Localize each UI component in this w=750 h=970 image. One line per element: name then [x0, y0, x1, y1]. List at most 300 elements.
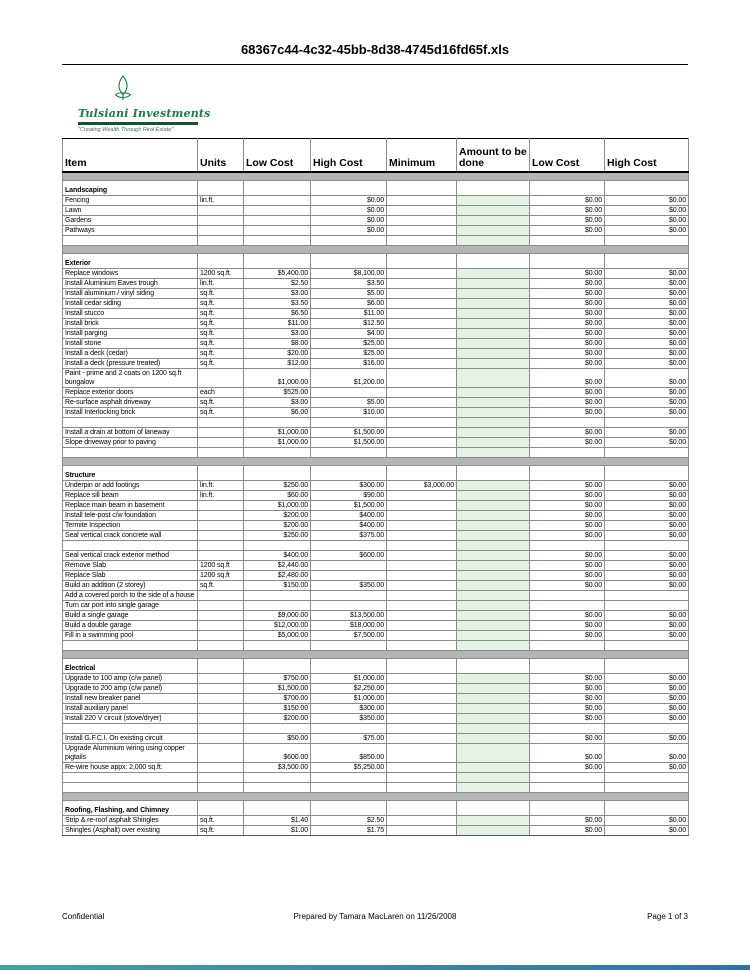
header-row [63, 139, 689, 173]
cell-high-cost-2 [605, 773, 689, 783]
cell-minimum [387, 196, 457, 206]
cell-units: 1200 sq.ft. [198, 269, 244, 279]
section-title-row [63, 181, 689, 196]
section-title-cell [387, 254, 457, 269]
cell-amount-to-be-done [457, 591, 530, 601]
cell-low-cost-2 [530, 541, 605, 551]
table-row [63, 398, 689, 408]
cell-low-cost-2 [530, 601, 605, 611]
cell-low-cost-2: $0.00 [530, 501, 605, 511]
cell-high-cost [311, 724, 387, 734]
cell-minimum [387, 438, 457, 448]
table-row [63, 601, 689, 611]
table-row [63, 763, 689, 773]
table-row [63, 591, 689, 601]
footer-prepared-by: Prepared by Tamara MacLaren on 11/26/2008 [293, 912, 457, 921]
cell-item: Shingles (Asphalt) over existing [63, 826, 198, 836]
cell-minimum [387, 744, 457, 763]
cell-item: Install brick [63, 319, 198, 329]
cell-high-cost-2: $0.00 [605, 398, 689, 408]
cell-amount-to-be-done [457, 349, 530, 359]
table-row [63, 319, 689, 329]
cell-item: Upgrade to 200 amp (c/w panel) [63, 684, 198, 694]
cell-minimum [387, 329, 457, 339]
cell-low-cost [244, 236, 311, 246]
table-row [63, 826, 689, 836]
cell-minimum [387, 611, 457, 621]
cell-high-cost-2: $0.00 [605, 269, 689, 279]
table-row [63, 531, 689, 541]
cell-amount-to-be-done [457, 196, 530, 206]
cell-item: Replace main beam in basement [63, 501, 198, 511]
section-separator [63, 458, 689, 466]
cell-high-cost-2 [605, 591, 689, 601]
table-row [63, 724, 689, 734]
cell-high-cost: $5.00 [311, 398, 387, 408]
table-row [63, 744, 689, 763]
cell-low-cost-2: $0.00 [530, 339, 605, 349]
cell-low-cost: $1,000.00 [244, 428, 311, 438]
table-row [63, 438, 689, 448]
table-row [63, 299, 689, 309]
cell-units: sq.ft. [198, 398, 244, 408]
table-row [63, 491, 689, 501]
cell-amount-to-be-done [457, 438, 530, 448]
cell-high-cost: $11.00 [311, 309, 387, 319]
cell-minimum [387, 531, 457, 541]
cell-low-cost: $6.50 [244, 309, 311, 319]
cell-high-cost-2 [605, 641, 689, 651]
cell-high-cost-2: $0.00 [605, 631, 689, 641]
table-row [63, 309, 689, 319]
cell-low-cost-2: $0.00 [530, 359, 605, 369]
section-title-cell [387, 659, 457, 674]
column-header-low-cost: Low Cost [244, 139, 311, 173]
cell-high-cost-2: $0.00 [605, 734, 689, 744]
cell-minimum [387, 724, 457, 734]
cell-units: sq.ft. [198, 289, 244, 299]
cell-amount-to-be-done [457, 428, 530, 438]
cell-minimum [387, 206, 457, 216]
cell-high-cost: $375.00 [311, 531, 387, 541]
cell-high-cost: $1.75 [311, 826, 387, 836]
cell-high-cost: $0.00 [311, 226, 387, 236]
cell-high-cost: $0.00 [311, 206, 387, 216]
cell-low-cost-2: $0.00 [530, 206, 605, 216]
cell-minimum [387, 339, 457, 349]
column-header-units: Units [198, 139, 244, 173]
cell-units [198, 511, 244, 521]
cell-amount-to-be-done [457, 448, 530, 458]
cell-minimum [387, 601, 457, 611]
cell-amount-to-be-done [457, 501, 530, 511]
cell-high-cost-2: $0.00 [605, 329, 689, 339]
cell-units: sq.ft. [198, 329, 244, 339]
cell-minimum [387, 226, 457, 236]
cell-high-cost-2: $0.00 [605, 763, 689, 773]
cell-item: Install parging [63, 329, 198, 339]
table-row [63, 714, 689, 724]
cell-minimum [387, 641, 457, 651]
cell-low-cost-2 [530, 448, 605, 458]
section-title-cell [457, 801, 530, 816]
cell-units [198, 531, 244, 541]
table-row [63, 551, 689, 561]
cell-low-cost-2: $0.00 [530, 438, 605, 448]
cell-units [198, 744, 244, 763]
cell-item: Pathways [63, 226, 198, 236]
section-title-cell [311, 659, 387, 674]
cell-item: Install cedar siding [63, 299, 198, 309]
section-title-cell [605, 181, 689, 196]
cell-low-cost [244, 206, 311, 216]
cell-item [63, 448, 198, 458]
cell-high-cost-2: $0.00 [605, 561, 689, 571]
cell-item: Re-surface asphalt driveway [63, 398, 198, 408]
section-title-cell [387, 181, 457, 196]
cell-item: Upgrade Aluminium wiring using copper pigtails [63, 744, 198, 763]
cell-low-cost: $8.00 [244, 339, 311, 349]
cell-item: Install Aluminium Eaves trough [63, 279, 198, 289]
logo-tagline: "Creating Wealth Through Real Estate" [78, 127, 174, 133]
cell-high-cost-2: $0.00 [605, 581, 689, 591]
section-title-cell [530, 659, 605, 674]
cell-high-cost-2: $0.00 [605, 611, 689, 621]
cell-minimum [387, 581, 457, 591]
cell-amount-to-be-done [457, 621, 530, 631]
table-row [63, 329, 689, 339]
cell-low-cost: $150.00 [244, 704, 311, 714]
cell-low-cost-2: $0.00 [530, 408, 605, 418]
section-title: Roofing, Flashing, and Chimney [63, 801, 198, 816]
cell-minimum [387, 299, 457, 309]
cell-low-cost-2 [530, 641, 605, 651]
section-title-cell [530, 254, 605, 269]
cell-low-cost-2: $0.00 [530, 329, 605, 339]
cell-item: Replace windows [63, 269, 198, 279]
cell-low-cost: $5,000.00 [244, 631, 311, 641]
cell-minimum: $3,000.00 [387, 481, 457, 491]
cell-low-cost: $600.00 [244, 744, 311, 763]
cell-high-cost: $75.00 [311, 734, 387, 744]
cell-high-cost-2: $0.00 [605, 388, 689, 398]
cell-low-cost-2: $0.00 [530, 309, 605, 319]
section-title-cell [311, 254, 387, 269]
cell-high-cost-2: $0.00 [605, 438, 689, 448]
cell-units [198, 724, 244, 734]
cell-minimum [387, 349, 457, 359]
cell-high-cost [311, 388, 387, 398]
cell-high-cost-2: $0.00 [605, 816, 689, 826]
cell-low-cost [244, 448, 311, 458]
cell-amount-to-be-done [457, 531, 530, 541]
cell-units [198, 773, 244, 783]
section-title-cell [605, 466, 689, 481]
logo-underline-bar [78, 122, 198, 125]
cell-item [63, 418, 198, 428]
section-title-cell [198, 254, 244, 269]
section-title: Structure [63, 466, 198, 481]
cell-units [198, 206, 244, 216]
cell-item [63, 783, 198, 793]
cell-high-cost: $3.50 [311, 279, 387, 289]
cell-high-cost-2: $0.00 [605, 359, 689, 369]
cell-item: Underpin or add footings [63, 481, 198, 491]
cell-minimum [387, 309, 457, 319]
section-title: Exterior [63, 254, 198, 269]
cell-high-cost: $400.00 [311, 521, 387, 531]
cell-amount-to-be-done [457, 398, 530, 408]
logo-name: Tulsiani Investments [78, 107, 211, 120]
cell-minimum [387, 674, 457, 684]
cell-item: Upgrade to 100 amp (c/w panel) [63, 674, 198, 684]
cell-high-cost-2: $0.00 [605, 704, 689, 714]
cell-amount-to-be-done [457, 369, 530, 388]
cell-low-cost-2: $0.00 [530, 299, 605, 309]
cell-units [198, 783, 244, 793]
cell-high-cost: $1,200.00 [311, 369, 387, 388]
cell-amount-to-be-done [457, 491, 530, 501]
table-row [63, 621, 689, 631]
cell-high-cost-2: $0.00 [605, 511, 689, 521]
cell-amount-to-be-done [457, 206, 530, 216]
cell-amount-to-be-done [457, 783, 530, 793]
cell-high-cost-2: $0.00 [605, 621, 689, 631]
section-title-cell [457, 466, 530, 481]
table-row [63, 448, 689, 458]
cell-minimum [387, 783, 457, 793]
cell-high-cost-2: $0.00 [605, 684, 689, 694]
cell-low-cost: $9,000.00 [244, 611, 311, 621]
cell-minimum [387, 816, 457, 826]
section-title-cell [198, 181, 244, 196]
cell-low-cost: $1,000.00 [244, 501, 311, 511]
section-title-row [63, 254, 689, 269]
cell-low-cost: $1,000.00 [244, 369, 311, 388]
cell-high-cost-2: $0.00 [605, 349, 689, 359]
cell-units: sq.ft. [198, 826, 244, 836]
cell-low-cost [244, 783, 311, 793]
section-title-cell [198, 466, 244, 481]
cell-high-cost: $350.00 [311, 581, 387, 591]
cell-amount-to-be-done [457, 581, 530, 591]
cell-amount-to-be-done [457, 714, 530, 724]
cell-high-cost: $7,500.00 [311, 631, 387, 641]
cell-units [198, 418, 244, 428]
cell-units [198, 704, 244, 714]
cell-high-cost-2: $0.00 [605, 216, 689, 226]
cell-low-cost: $1,500.00 [244, 684, 311, 694]
table-row [63, 359, 689, 369]
cell-item: Install stucco [63, 309, 198, 319]
cell-low-cost: $20.00 [244, 349, 311, 359]
cell-units: sq.ft. [198, 309, 244, 319]
table-row [63, 216, 689, 226]
cell-units [198, 684, 244, 694]
cell-high-cost-2 [605, 783, 689, 793]
cell-high-cost-2: $0.00 [605, 826, 689, 836]
cell-item: Re-wire house appx: 2,000 sq.ft. [63, 763, 198, 773]
table-row [63, 783, 689, 793]
table-row [63, 641, 689, 651]
cell-low-cost-2 [530, 773, 605, 783]
table-row [63, 279, 689, 289]
cell-amount-to-be-done [457, 226, 530, 236]
cell-high-cost: $90.00 [311, 491, 387, 501]
cell-high-cost [311, 773, 387, 783]
section-title-cell [244, 254, 311, 269]
cell-minimum [387, 684, 457, 694]
table-row [63, 694, 689, 704]
cell-high-cost-2: $0.00 [605, 196, 689, 206]
table-row [63, 206, 689, 216]
cell-units: each [198, 388, 244, 398]
column-header-minimum: Minimum [387, 139, 457, 173]
cell-low-cost: $3.00 [244, 329, 311, 339]
cell-low-cost: $1.40 [244, 816, 311, 826]
tree-icon [112, 75, 248, 106]
cell-low-cost-2: $0.00 [530, 621, 605, 631]
cell-high-cost [311, 641, 387, 651]
cell-item: Install G.F.C.I. On existing circuit [63, 734, 198, 744]
cell-high-cost-2: $0.00 [605, 491, 689, 501]
cell-high-cost: $1,000.00 [311, 674, 387, 684]
cell-amount-to-be-done [457, 388, 530, 398]
cell-units [198, 631, 244, 641]
cell-amount-to-be-done [457, 269, 530, 279]
cell-amount-to-be-done [457, 674, 530, 684]
cell-units [198, 621, 244, 631]
cell-high-cost-2 [605, 418, 689, 428]
cell-units [198, 438, 244, 448]
cell-low-cost-2: $0.00 [530, 349, 605, 359]
cell-units: sq.ft. [198, 299, 244, 309]
section-title-cell [605, 659, 689, 674]
cell-low-cost [244, 591, 311, 601]
cell-item: Install stone [63, 339, 198, 349]
table-row [63, 289, 689, 299]
cell-minimum [387, 398, 457, 408]
cell-low-cost-2: $0.00 [530, 196, 605, 206]
cell-high-cost [311, 591, 387, 601]
cell-minimum [387, 521, 457, 531]
cell-units [198, 448, 244, 458]
section-separator [63, 172, 689, 181]
cell-low-cost: $50.00 [244, 734, 311, 744]
cell-high-cost: $1,500.00 [311, 501, 387, 511]
cell-low-cost: $250.00 [244, 481, 311, 491]
cell-item: Install auxiliary panel [63, 704, 198, 714]
cell-units [198, 694, 244, 704]
cost-table [62, 138, 689, 836]
section-title-cell [457, 181, 530, 196]
cell-low-cost-2: $0.00 [530, 511, 605, 521]
cell-low-cost-2: $0.00 [530, 714, 605, 724]
cell-minimum [387, 571, 457, 581]
table-row [63, 501, 689, 511]
section-title-row [63, 466, 689, 481]
cell-item: Gardens [63, 216, 198, 226]
cell-low-cost: $200.00 [244, 714, 311, 724]
cell-low-cost-2: $0.00 [530, 388, 605, 398]
cell-amount-to-be-done [457, 763, 530, 773]
cell-units [198, 428, 244, 438]
section-title-cell [530, 801, 605, 816]
cell-amount-to-be-done [457, 299, 530, 309]
title-divider [62, 64, 688, 65]
cell-low-cost-2: $0.00 [530, 279, 605, 289]
cell-minimum [387, 561, 457, 571]
cell-item [63, 773, 198, 783]
cell-low-cost: $12.00 [244, 359, 311, 369]
cell-minimum [387, 694, 457, 704]
cell-high-cost: $0.00 [311, 196, 387, 206]
cell-amount-to-be-done [457, 704, 530, 714]
cell-low-cost [244, 601, 311, 611]
cell-high-cost: $600.00 [311, 551, 387, 561]
column-header-high-cost-2: High Cost [605, 139, 689, 173]
cell-high-cost-2 [605, 541, 689, 551]
cell-units: sq.ft. [198, 349, 244, 359]
table-row [63, 581, 689, 591]
cell-high-cost-2: $0.00 [605, 551, 689, 561]
cell-low-cost-2: $0.00 [530, 561, 605, 571]
cell-minimum [387, 773, 457, 783]
cell-amount-to-be-done [457, 561, 530, 571]
column-header-amount-to-be-done: Amount to be done [457, 139, 530, 173]
cell-item: Termite Inspection [63, 521, 198, 531]
table-row [63, 226, 689, 236]
cell-low-cost-2: $0.00 [530, 531, 605, 541]
cell-high-cost-2: $0.00 [605, 744, 689, 763]
cell-units: sq.ft. [198, 408, 244, 418]
cell-high-cost: $400.00 [311, 511, 387, 521]
cell-low-cost-2 [530, 591, 605, 601]
section-title-cell [198, 801, 244, 816]
cell-item: Replace Slab [63, 571, 198, 581]
table-row [63, 684, 689, 694]
cell-units [198, 226, 244, 236]
cell-low-cost-2: $0.00 [530, 684, 605, 694]
cell-amount-to-be-done [457, 684, 530, 694]
cell-units: 1200 sq.ft [198, 571, 244, 581]
table-row [63, 674, 689, 684]
cell-units [198, 591, 244, 601]
cell-low-cost-2: $0.00 [530, 216, 605, 226]
cell-high-cost: $12.50 [311, 319, 387, 329]
cell-high-cost-2: $0.00 [605, 521, 689, 531]
cell-units [198, 674, 244, 684]
cell-units [198, 501, 244, 511]
cell-high-cost [311, 236, 387, 246]
cell-high-cost: $16.00 [311, 359, 387, 369]
cell-high-cost: $5.00 [311, 289, 387, 299]
section-title-cell [605, 254, 689, 269]
cell-low-cost [244, 773, 311, 783]
cell-low-cost [244, 418, 311, 428]
cell-low-cost: $400.00 [244, 551, 311, 561]
cell-high-cost: $2.50 [311, 816, 387, 826]
cell-units [198, 541, 244, 551]
cell-amount-to-be-done [457, 816, 530, 826]
cell-high-cost: $8,100.00 [311, 269, 387, 279]
cell-low-cost: $2.50 [244, 279, 311, 289]
cell-low-cost: $60.00 [244, 491, 311, 501]
cell-low-cost: $200.00 [244, 511, 311, 521]
cell-item: Strip & re-roof asphalt Shingles [63, 816, 198, 826]
company-logo [78, 75, 248, 133]
cell-minimum [387, 369, 457, 388]
